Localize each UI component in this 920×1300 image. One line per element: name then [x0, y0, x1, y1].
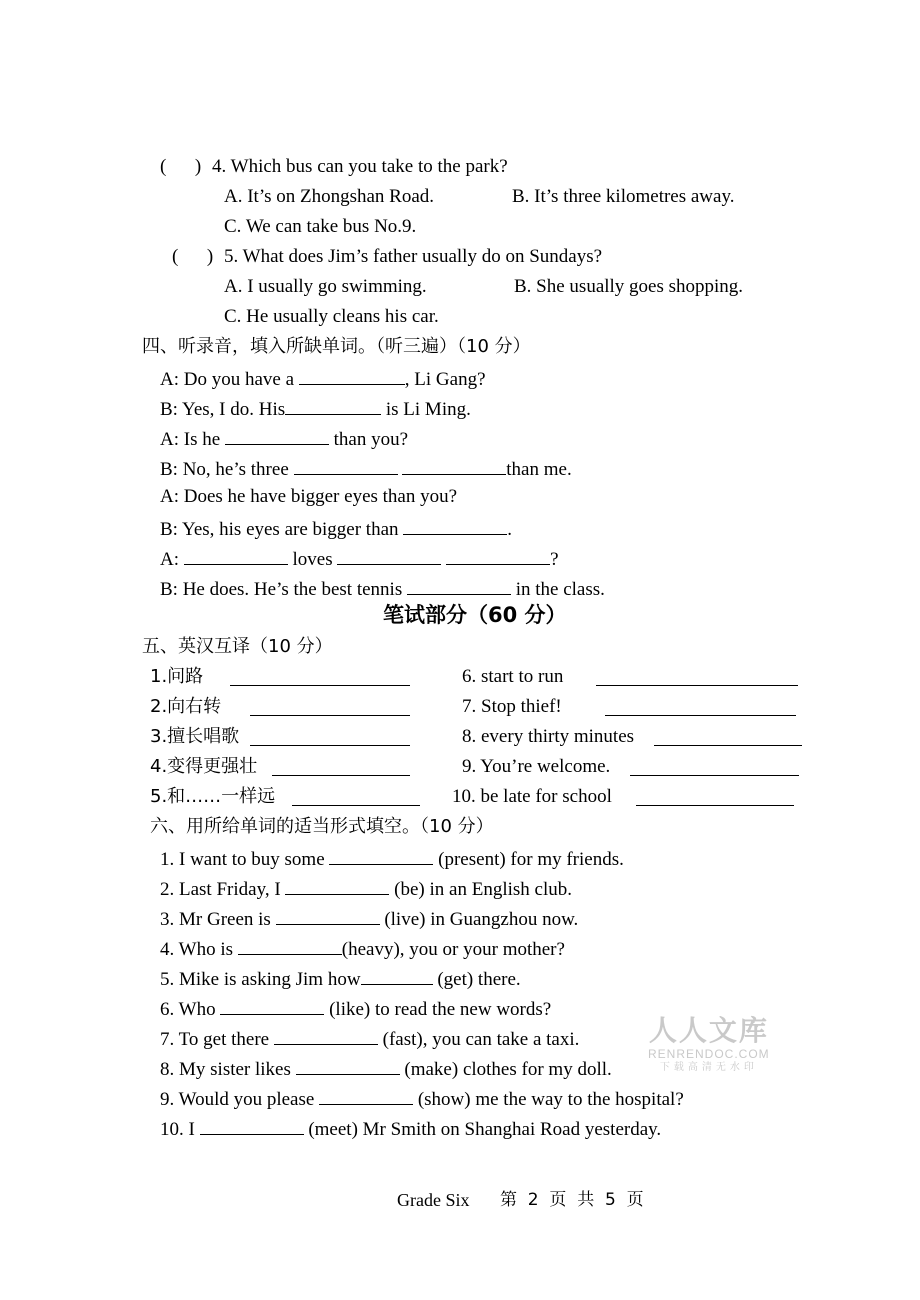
- footer-page-number: 第 2 页 共 5 页: [500, 1190, 644, 1210]
- translate-item-2: 2.向右转: [150, 696, 222, 717]
- section4-heading: 四、听录音，填入所缺单词。（听三遍）（10 分）: [142, 336, 531, 357]
- fill-item-3: 3. Mr Green is (live) in Guangzhou now.: [160, 905, 578, 932]
- blank[interactable]: [446, 545, 550, 565]
- translate-item-9: 9. You’re welcome.: [462, 756, 611, 777]
- translate-blank-1[interactable]: [230, 666, 410, 686]
- blank[interactable]: [238, 935, 342, 955]
- translate-blank-9[interactable]: [630, 756, 799, 776]
- blank[interactable]: [294, 455, 398, 475]
- q4-answer-paren: ( ): [160, 156, 202, 177]
- section5-heading: 五、英汉互译（10 分）: [142, 636, 333, 657]
- fill-item-7: 7. To get there (fast), you can take a taxi.: [160, 1025, 579, 1052]
- fill-item-6: 6. Who (like) to read the new words?: [160, 995, 551, 1022]
- blank[interactable]: [337, 545, 441, 565]
- translate-item-5: 5.和……一样远: [150, 786, 276, 807]
- translate-item-7: 7. Stop thief!: [462, 696, 562, 717]
- q4-option-b: B. It’s three kilometres away.: [512, 186, 735, 207]
- q5-answer-paren: ( ): [172, 246, 214, 267]
- translate-blank-3[interactable]: [250, 726, 410, 746]
- dialog-line-4: B: No, he’s three than me.: [160, 455, 572, 482]
- translate-blank-6[interactable]: [596, 666, 798, 686]
- written-part-title: 笔试部分（60 分）: [383, 603, 567, 627]
- blank[interactable]: [402, 455, 506, 475]
- watermark-logo: 人人文库 RENRENDOC.COM 下载高清无水印: [648, 1014, 770, 1073]
- dialog-line-3: A: Is he than you?: [160, 425, 408, 452]
- blank[interactable]: [276, 905, 380, 925]
- translate-item-8: 8. every thirty minutes: [462, 726, 635, 747]
- blank[interactable]: [299, 365, 405, 385]
- dialog-line-5: A: Does he have bigger eyes than you?: [160, 486, 458, 507]
- dialog-line-8: B: He does. He’s the best tennis in the class.: [160, 575, 605, 602]
- translate-blank-7[interactable]: [605, 696, 796, 716]
- dialog-line-7: A: loves ?: [160, 545, 559, 572]
- translate-item-4: 4.变得更强壮: [150, 756, 258, 777]
- blank[interactable]: [296, 1055, 400, 1075]
- q5-question: 5. What does Jim’s father usually do on Sundays?: [224, 246, 603, 267]
- footer-grade: Grade Six: [397, 1190, 470, 1210]
- q4-option-c: C. We can take bus No.9.: [224, 216, 417, 237]
- blank[interactable]: [329, 845, 433, 865]
- fill-item-1: 1. I want to buy some (present) for my friends.: [160, 845, 624, 872]
- blank[interactable]: [200, 1115, 304, 1135]
- fill-item-2: 2. Last Friday, I (be) in an English club.: [160, 875, 572, 902]
- fill-item-5: 5. Mike is asking Jim how (get) there.: [160, 965, 521, 992]
- translate-blank-8[interactable]: [654, 726, 802, 746]
- translate-blank-2[interactable]: [250, 696, 410, 716]
- dialog-line-1: A: Do you have a , Li Gang?: [160, 365, 486, 392]
- translate-blank-5[interactable]: [292, 786, 420, 806]
- blank[interactable]: [274, 1025, 378, 1045]
- fill-item-8: 8. My sister likes (make) clothes for my doll.: [160, 1055, 612, 1082]
- dialog-line-6: B: Yes, his eyes are bigger than .: [160, 515, 512, 542]
- translate-blank-4[interactable]: [272, 756, 410, 776]
- q4-question: 4. Which bus can you take to the park?: [212, 156, 508, 177]
- section6-heading: 六、用所给单词的适当形式填空。（10 分）: [150, 816, 494, 837]
- q5-option-b: B. She usually goes shopping.: [514, 276, 744, 297]
- blank[interactable]: [225, 425, 329, 445]
- blank[interactable]: [403, 515, 507, 535]
- fill-item-10: 10. I (meet) Mr Smith on Shanghai Road yesterday.: [160, 1115, 661, 1142]
- translate-item-3: 3.擅长唱歌: [150, 726, 240, 747]
- fill-item-9: 9. Would you please (show) me the way to the hospital?: [160, 1085, 684, 1112]
- translate-item-1: 1.问路: [150, 666, 204, 687]
- fill-item-4: 4. Who is (heavy), you or your mother?: [160, 935, 565, 962]
- blank[interactable]: [184, 545, 288, 565]
- translate-item-10: 10. be late for school: [452, 786, 612, 807]
- blank[interactable]: [220, 995, 324, 1015]
- translate-item-6: 6. start to run: [462, 666, 564, 687]
- q4-option-a: A. It’s on Zhongshan Road.: [224, 186, 435, 207]
- blank[interactable]: [361, 965, 433, 985]
- blank[interactable]: [407, 575, 511, 595]
- blank[interactable]: [319, 1085, 413, 1105]
- q5-option-a: A. I usually go swimming.: [224, 276, 427, 297]
- blank[interactable]: [285, 395, 381, 415]
- blank[interactable]: [285, 875, 389, 895]
- dialog-line-2: B: Yes, I do. His is Li Ming.: [160, 395, 471, 422]
- q5-option-c: C. He usually cleans his car.: [224, 306, 439, 327]
- translate-blank-10[interactable]: [636, 786, 794, 806]
